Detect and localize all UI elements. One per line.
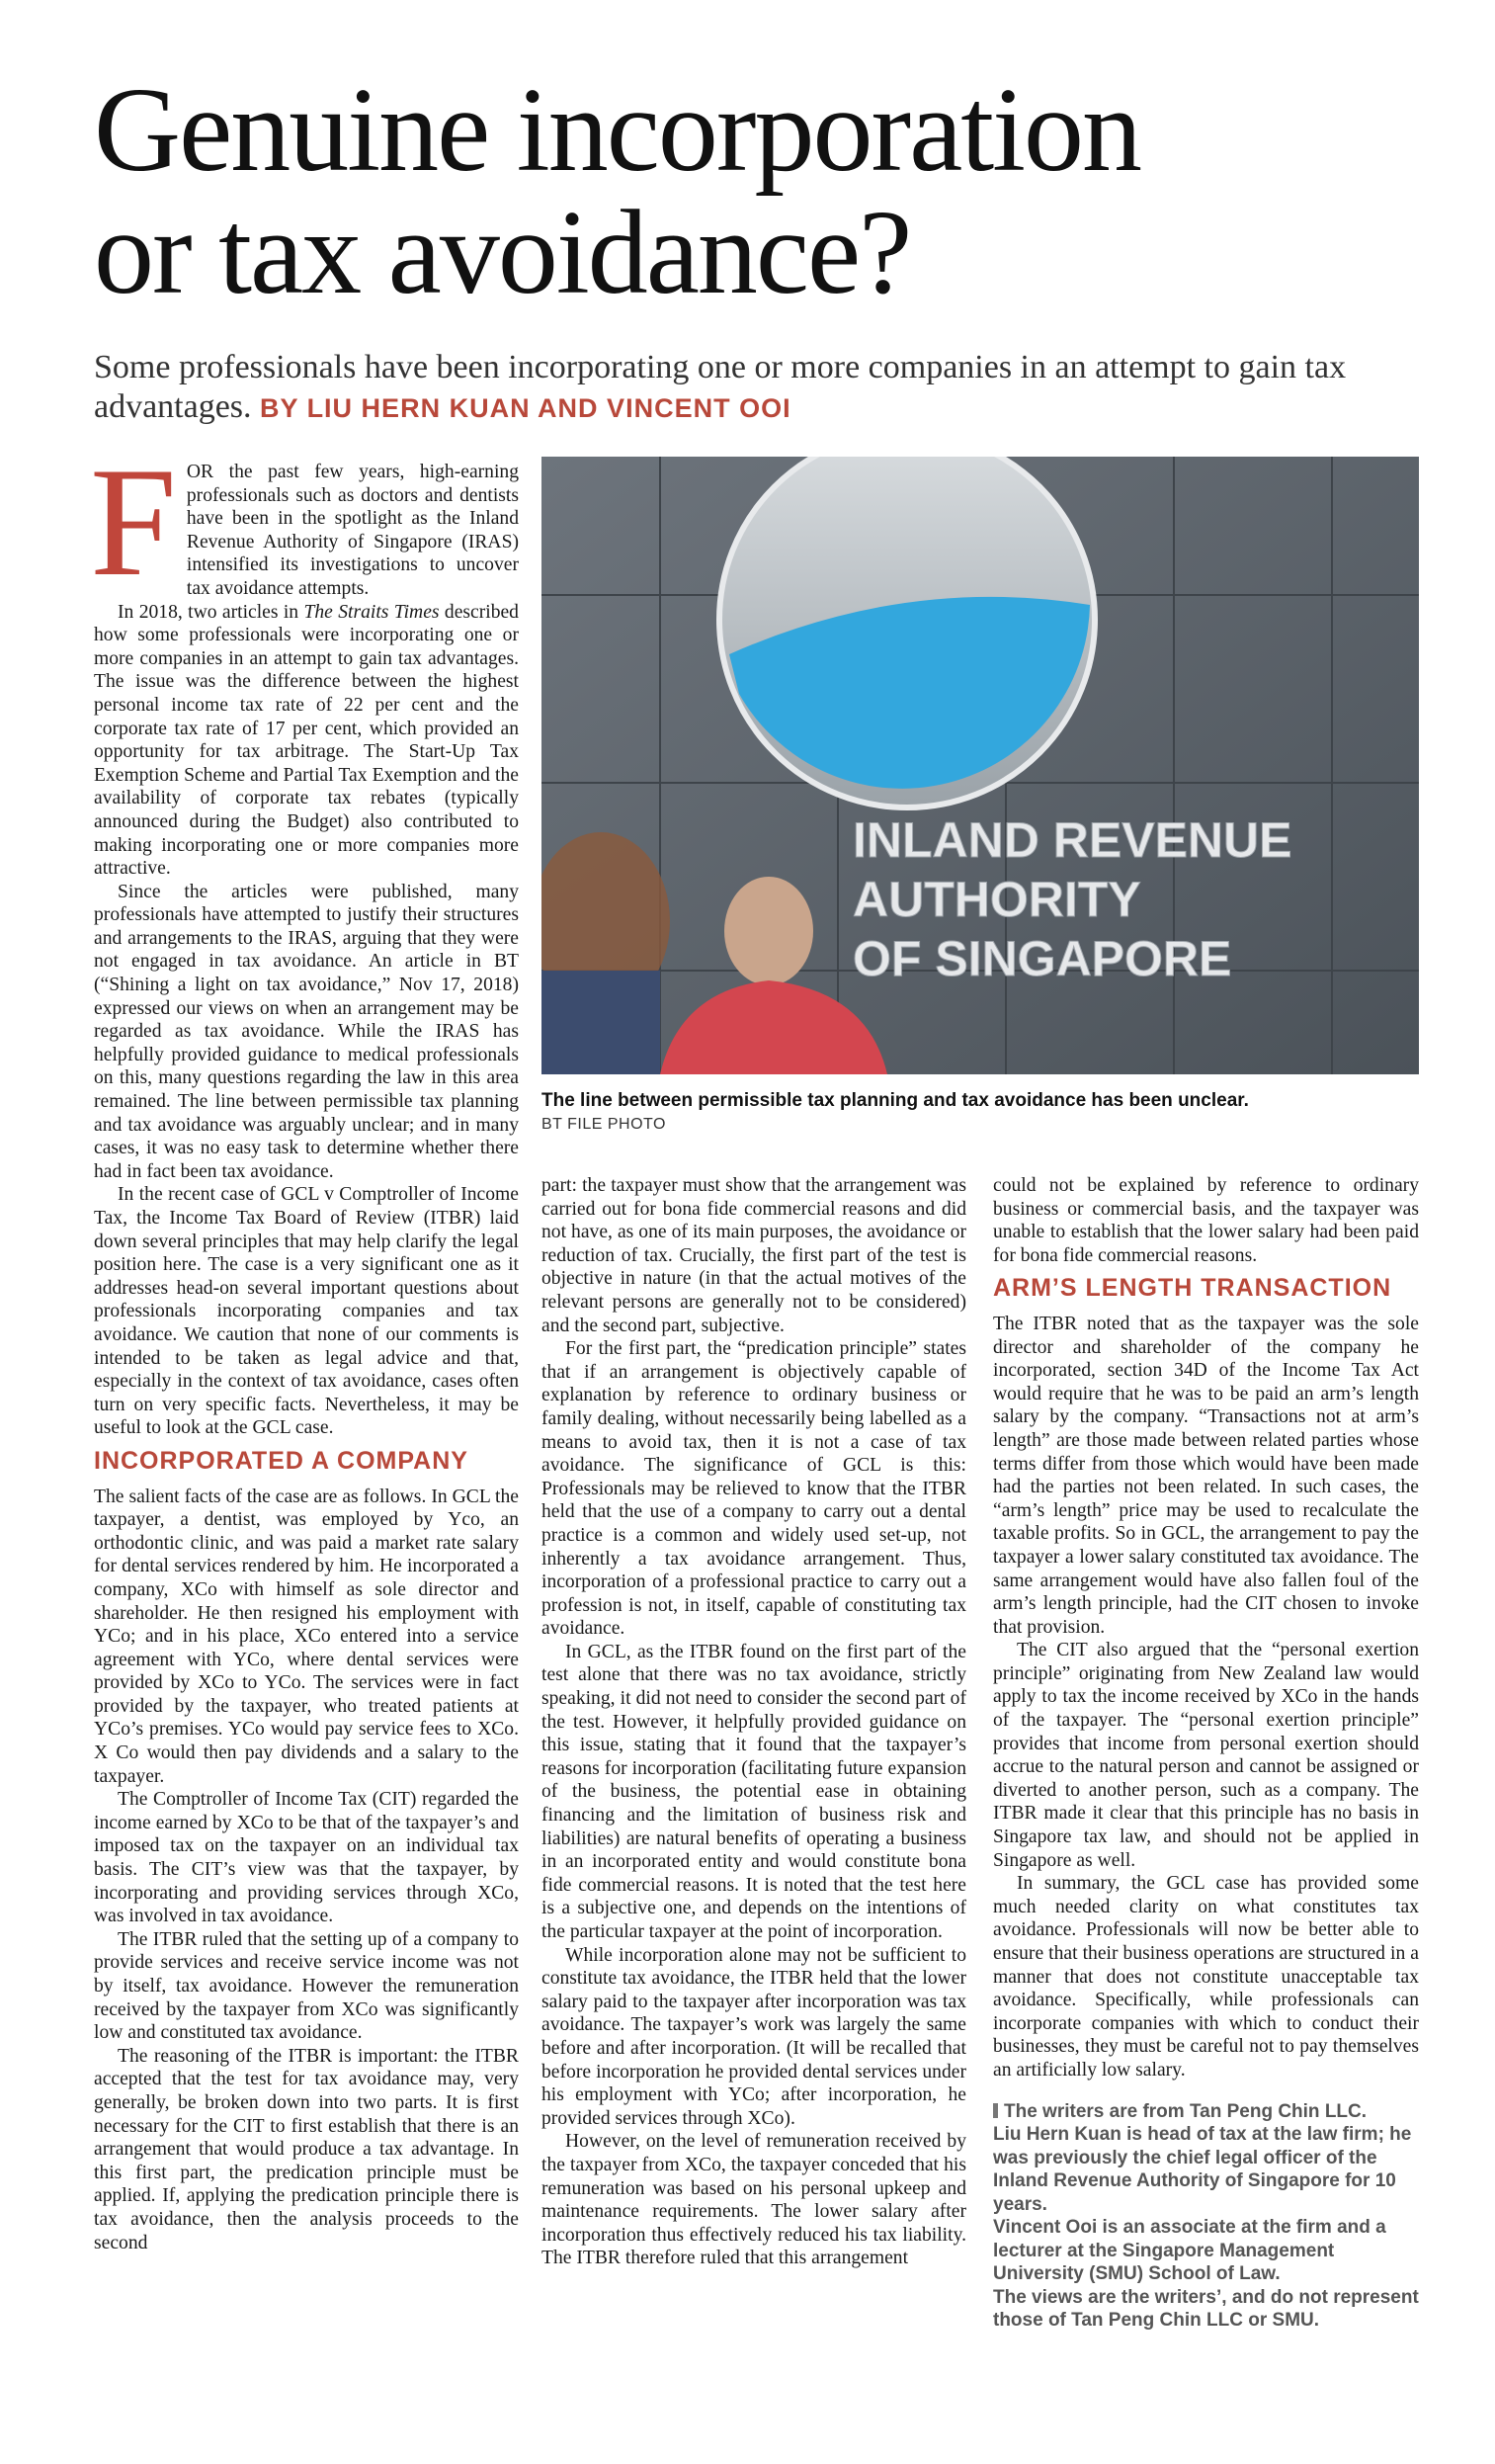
- paragraph: The Comptroller of Income Tax (CIT) regarded the income earned by XCo to be that of the taxpayer’s and imposed tax on the taxpayer on an individual tax basis. The CIT’s view was that the taxpayer, by incorporating and providing services through XCo, was involved in tax avoidance.: [94, 1789, 519, 1927]
- paragraph: The ITBR ruled that the setting up of a company to provide services and receive service income was not by itself, tax avoidance. However the remuneration received by the taxpayer from XCo was significantly low and constituted tax avoidance.: [94, 1928, 519, 2044]
- subheading: ARM’S LENGTH TRANSACTION: [993, 1274, 1392, 1303]
- bio-line: Vincent Ooi is an associate at the firm and a lecturer at the Singapore Management University (SMU) School of Law.: [993, 2217, 1386, 2285]
- byline: BY LIU HERN KUAN AND VINCENT OOI: [260, 393, 791, 423]
- article-photo: [541, 457, 1419, 1074]
- caption-text: The line between permissible tax planning and tax avoidance has been unclear.: [541, 1090, 1249, 1111]
- paragraph: could not be explained by reference to ordinary business or commercial basis, and the taxpayer was unable to establish that the lower salary had been paid for bona fide commercial reasons.: [993, 1175, 1419, 1266]
- paragraph: FOR the past few years, high-earning professionals such as doctors and dentists have been in the spotlight as the Inland Revenue Authority of Singapore (IRAS) intensified its investigations to uncover tax avoidance attempts.: [90, 436, 519, 609]
- paragraph: The CIT also argued that the “personal exertion principle” originating from New Zealand law would apply to tax the income received by XCo in the hands of the taxpayer. The “personal exertion principle” provides that income from personal exertion should accrue to the natural person and cannot be assigned or diverted to another person, such as a company. The ITBR made it clear that this principle has no basis in Singapore tax law, and should not be applied in Singapore as well.: [993, 1640, 1419, 1871]
- paragraph: part: the taxpayer must show that the arrangement was carried out for bona fide commercial reasons and did not have, as one of its main purposes, the avoidance or reduction of tax. Crucially, the first part of the test is objective in nature (in that the actual motives of the relevant persons are generally not to be considered) and the second part, subjective.: [541, 1175, 966, 1336]
- photo-caption: [541, 1090, 1419, 1134]
- bio-line: Liu Hern Kuan is head of tax at the law firm; he was previously the chief legal officer of the Inland Revenue Authority of Singapore for 10 years.: [993, 2124, 1412, 2215]
- paragraph: In summary, the GCL case has provided some much needed clarity on what constitutes tax avoidance. Professionals will now be better able to ensure that their business operations are structured in a manner that does not constitute unacceptable tax avoidance. Specifically, while professionals can incorporate companies with which to conduct their businesses, they must be careful not to pay themselves an artificially low salary.: [993, 1873, 1419, 2081]
- paragraph: While incorporation alone may not be sufficient to constitute tax avoidance, the ITBR held that the lower salary paid to the taxpayer after incorporation was tax avoidance. The taxpayer’s work was largely the same before and after incorporation. (It will be recalled that before incorporation he provided dental services under his employment with YCo; after incorporation, he provided services through XCo).: [541, 1944, 966, 2129]
- headline-line-2: or tax avoidance?: [94, 186, 911, 319]
- standfirst-text: Some professionals have been incorporating one or more companies in an attempt to gain tax advantages.: [94, 349, 1347, 425]
- headline: [94, 63, 1438, 319]
- article-column-1: [90, 436, 519, 2254]
- sign-line-3: OF SINGAPORE: [853, 931, 1232, 986]
- paragraph: The ITBR noted that as the taxpayer was the sole director and shareholder of the company he incorporated, section 34D of the Income Tax Act would require that he was to be paid an arm’s length salary by the company. “Transactions not at arm’s length” are those made between related parties whose terms differ from those which would have been made had the parties not been related. In such cases, the “arm’s length” price may be used to recalculate the taxable profits. So in GCL, the arrangement to pay the taxpayer a lower salary constituted tax avoidance. The same arrangement would have also fallen foul of the arm’s length principle, had the CIT chosen to invoke that provision.: [993, 1313, 1419, 1638]
- bio-line: The views are the writers’, and do not represent those of Tan Peng Chin LLC or SMU.: [993, 2286, 1419, 2332]
- author-bio: [993, 2100, 1419, 2333]
- article-column-3: [993, 1174, 1419, 2333]
- standfirst: [94, 348, 1423, 428]
- headline-line-1: Genuine incorporation: [94, 63, 1141, 197]
- paragraph: For the first part, the “predication principle” states that if an arrangement is objectively capable of explanation by reference to ordinary business or family dealing, without necessarily being labelled as a means to avoid tax, then it is not a case of tax avoidance. The significance of GCL is this: Professionals may be relieved to know that the ITBR held that the use of a company to carry out a dental practice is a common and widely used set-up, not inherently a tax avoidance arrangement. Thus, incorporation of a professional practice to carry out a profession is not, in itself, capable of constituting tax avoidance.: [541, 1338, 966, 1640]
- bio-line: The writers are from Tan Peng Chin LLC.: [993, 2100, 1419, 2124]
- paragraph: However, on the level of remuneration received by the taxpayer from XCo, the taxpayer conceded that his remuneration was based on his personal upkeep and maintenance requirements. The lower salary after incorporation thus effectively reduced his tax liability. The ITBR therefore ruled that this arrangement: [541, 2131, 966, 2269]
- paragraph: In the recent case of GCL v Comptroller of Income Tax, the Income Tax Board of Review (ITBR) laid down several principles that may help clarify the legal position here. The case is a very significant one as it addresses head-on several important questions about professionals incorporating companies and tax avoidance. We caution that none of our comments is intended to be taken as legal advice and that, especially in the context of tax avoidance, cases often turn on very specific facts. Nevertheless, it may be useful to look at the GCL case.: [94, 1184, 519, 1439]
- article-column-2: [541, 1174, 966, 2270]
- publication-name: The Straits Times: [303, 601, 440, 623]
- paragraph: The reasoning of the ITBR is important: the ITBR accepted that the test for tax avoidance may, very generally, be broken down into two parts. It is first necessary for the CIT to first establish that there is an arrangement that would produce a tax advantage. In this first part, the predication principle must be applied. If, applying the predication principle there is tax avoidance, then the analysis proceeds to the second: [94, 2045, 519, 2253]
- photo-credit: BT FILE PHOTO: [541, 1116, 666, 1133]
- subheading: INCORPORATED A COMPANY: [94, 1446, 468, 1475]
- paragraph: In 2018, two articles in The Straits Times described how some professionals were incorporating one or more companies in an attempt to gain tax advantages. The issue was the difference between the highest personal income tax rate of 22 per cent and the corporate tax rate of 17 per cent, which provided an opportunity for tax arbitrage. The Start-Up Tax Exemption Scheme and Partial Tax Exemption and the availability of corporate tax rebates (typically announced during the Budget) also contributed to making incorporating one or more companies more attractive.: [94, 601, 519, 880]
- iras-building-photo: [541, 457, 1419, 1074]
- paragraph: In GCL, as the ITBR found on the first part of the test alone that there was no tax avoidance, strictly speaking, it did not need to consider the second part of the test. However, it helpfully provided guidance on this issue, stating that it found that the taxpayer’s reasons for incorporation (facilitating future expansion of the business, the potential ease in obtaining financing and the limitation of business risk and liabilities) are natural benefits of operating a business in an incorporated entity and would constitute bona fide commercial reasons. It is noted that the test here is a subjective one, and depends on the intentions of the particular taxpayer at the point of incorporation.: [541, 1641, 966, 1942]
- sign-line-2: AUTHORITY: [853, 872, 1141, 927]
- paragraph: The salient facts of the case are as follows. In GCL the taxpayer, a dentist, was employed by Yco, an orthodontic clinic, and was paid a market rate salary for dental services rendered by him. He incorporated a company, XCo with himself as sole director and shareholder. He then resigned his employment with YCo; and in his place, XCo entered into a service agreement with YCo, where dental services were provided by XCo to YCo. The services were in fact provided by the taxpayer, who treated patients at YCo’s premises. YCo would pay service fees to XCo. X Co would then pay dividends and a salary to the taxpayer.: [94, 1486, 519, 1787]
- paragraph: Since the articles were published, many professionals have attempted to justify their structures and arrangements to the IRAS, arguing that they were not engaged in tax avoidance. An article in BT (“Shining a light on tax avoidance,” Nov 17, 2018) expressed our views on when an arrangement may be regarded as tax avoidance. While the IRAS has helpfully provided guidance to medical professionals on this, many questions regarding the law in this area remained. The line between permissible tax planning and tax avoidance was arguably unclear; and in many cases, it was no easy task to determine whether there had in fact been tax avoidance.: [94, 881, 519, 1182]
- bio-marker: [993, 2103, 998, 2118]
- sign-line-1: INLAND REVENUE: [853, 812, 1292, 868]
- drop-cap: F: [90, 436, 177, 609]
